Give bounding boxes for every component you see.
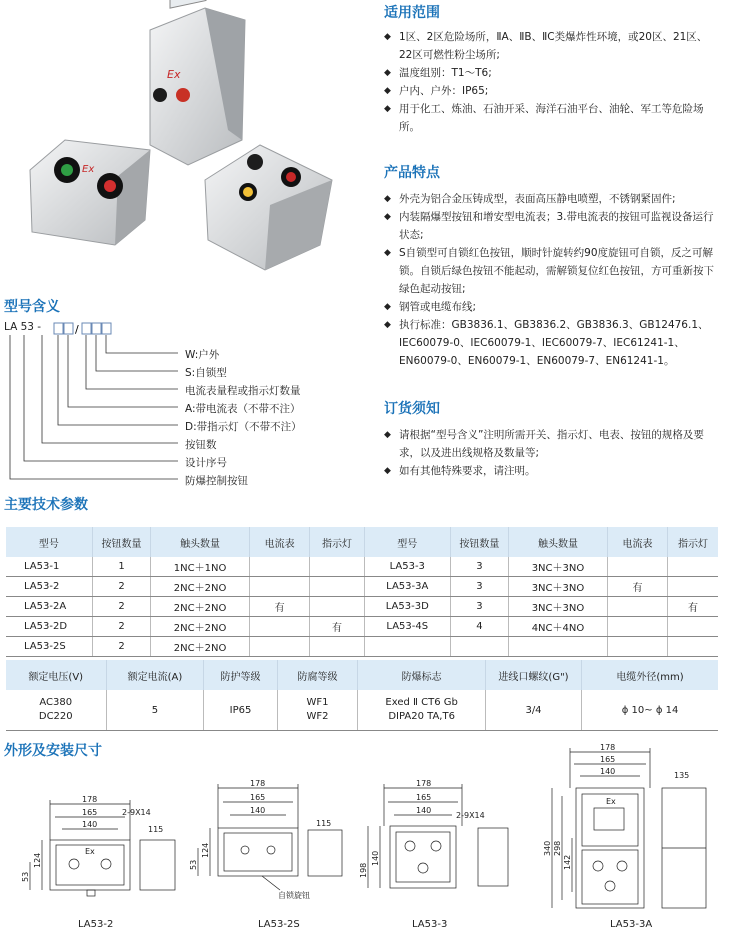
table-cell: 1NC＋1NO <box>151 557 250 577</box>
col-header: 进线口螺纹(G") <box>485 660 581 690</box>
table-cell: 有 <box>668 597 718 617</box>
drawing-caption: LA53-2 <box>78 919 114 930</box>
ex-mark: Ex <box>167 68 181 81</box>
dim-width-140: 140 <box>250 806 266 815</box>
ex-mark: Ex <box>82 164 95 175</box>
model-labels <box>185 346 302 490</box>
table-cell: 2NC＋2NO <box>151 617 250 637</box>
features-list <box>384 190 714 370</box>
table-cell: 3 <box>450 597 508 617</box>
table-cell <box>249 617 309 637</box>
table-cell: 2NC＋2NO <box>151 577 250 597</box>
table-cell <box>607 617 667 637</box>
col-header: 触头数量 <box>509 527 608 557</box>
table-cell <box>249 577 309 597</box>
dim-width-178: 178 <box>82 795 98 804</box>
dim-width-140: 140 <box>600 767 616 776</box>
table-cell: 3NC＋3NO <box>509 597 608 617</box>
table-cell: 3 <box>450 557 508 577</box>
list-item: ◆ 温度组别：T1～T6; <box>384 64 714 82</box>
dim-side: 115 <box>148 825 164 834</box>
col-header: 型号 <box>6 527 92 557</box>
table-cell: LA53-3 <box>364 557 450 577</box>
dim-height: 124 <box>201 842 210 858</box>
table-cell <box>249 637 309 657</box>
table-cell: LA53-1 <box>6 557 92 577</box>
list-item: ◆ 户内、户外：IP65; <box>384 82 714 100</box>
table-cell <box>509 637 608 657</box>
col-header: 防护等级 <box>204 660 277 690</box>
table-cell: 2NC＋2NO <box>151 637 250 657</box>
drawing-la53-2s <box>190 778 370 908</box>
table-cell <box>310 637 365 657</box>
table-cell <box>364 637 450 657</box>
table-cell: 2 <box>92 577 150 597</box>
model-label-type: 防爆控制按钮 <box>185 475 248 487</box>
features-title: 产品特点 <box>384 165 440 181</box>
dim-width-165: 165 <box>82 808 98 817</box>
ordering-title: 订货须知 <box>384 401 440 417</box>
table-cell: LA53-2A <box>6 597 92 617</box>
col-header: 额定电流(A) <box>106 660 204 690</box>
table-cell <box>607 597 667 617</box>
table-cell <box>668 577 718 597</box>
dim-width-178: 178 <box>416 779 432 788</box>
col-header: 按钮数量 <box>450 527 508 557</box>
corrosion-wf2: WF2 <box>306 711 329 722</box>
table-cell: 2 <box>92 637 150 657</box>
model-label-range: 电流表量程或指示灯数量 <box>185 385 301 397</box>
table-cell: 3NC＋3NO <box>509 557 608 577</box>
dim-width-178: 178 <box>600 743 616 752</box>
dimensions-title: 外形及安装尺寸 <box>4 743 102 759</box>
list-item: ◆ S自锁型可自锁红色按钮，顺时针旋转约90度旋钮可自锁，反之可解锁。自锁后绿色按钮不能起动，需解锁复位红色按钮，方可重新按下绿色起动按钮; <box>384 244 714 298</box>
dim-width-140: 140 <box>416 806 432 815</box>
model-meaning-title: 型号含义 <box>4 299 60 315</box>
drawing-la53-3a <box>530 744 725 914</box>
table-cell: ϕ 10~ ϕ 14 <box>582 690 718 731</box>
ex-mark: Ex <box>606 797 616 806</box>
exmark-dust: DIPA20 TA,T6 <box>388 711 455 722</box>
table-cell: 有 <box>607 577 667 597</box>
dim-width-165: 165 <box>416 793 432 802</box>
col-header: 电流表 <box>607 527 667 557</box>
table-cell: LA53-4S <box>364 617 450 637</box>
table-cell <box>249 557 309 577</box>
col-header: 按钮数量 <box>92 527 150 557</box>
la53-3a-box-illustration <box>150 0 245 165</box>
dim-side: 115 <box>316 819 332 828</box>
model-label-selflock: S:自锁型 <box>185 367 227 379</box>
table-cell <box>310 577 365 597</box>
tech-params-table <box>6 527 718 657</box>
model-label-ammeter: A:带电流表（不带不注） <box>185 403 301 415</box>
list-item: ◆ 请根据“型号含义”注明所需开关、指示灯、电表、按钮的规格及要求，以及进出线规格及数量等; <box>384 426 714 462</box>
table-cell: 3/4 <box>485 690 581 731</box>
table-cell: 1 <box>92 557 150 577</box>
dim-height-3: 142 <box>563 854 572 870</box>
table-cell <box>668 617 718 637</box>
la53-2-box-illustration <box>30 140 150 245</box>
model-label-indicator: D:带指示灯（不带不注） <box>185 421 302 433</box>
dim-height: 124 <box>33 852 42 868</box>
la53-3-box-illustration <box>205 145 332 270</box>
col-header: 额定电压(V) <box>6 660 106 690</box>
table-cell <box>310 597 365 617</box>
table-cell: LA53-2 <box>6 577 92 597</box>
list-item: ◆ 内装隔爆型按钮和增安型电流表；3.带电流表的按钮可监视设备运行状态; <box>384 208 714 244</box>
table-cell: 4NC＋4NO <box>509 617 608 637</box>
table-cell: LA53-2D <box>6 617 92 637</box>
corrosion-wf1: WF1 <box>306 697 329 708</box>
dim-side: 135 <box>674 771 690 780</box>
ratings-table <box>6 660 718 731</box>
table-cell <box>607 557 667 577</box>
table-cell: LA53-3D <box>364 597 450 617</box>
table-row <box>6 690 718 731</box>
table-header-row <box>6 527 718 557</box>
table-cell <box>668 637 718 657</box>
table-cell <box>358 690 486 731</box>
dim-height-2: 53 <box>21 871 30 882</box>
col-header: 电流表 <box>249 527 309 557</box>
application-list <box>384 28 714 136</box>
list-item: ◆ 外壳为铝合金压铸成型，表面高压静电喷塑，不锈钢紧固件; <box>384 190 714 208</box>
dim-hole: 2-9X14 <box>456 811 485 820</box>
table-cell <box>450 637 508 657</box>
dim-height-2: 53 <box>189 859 198 870</box>
drawing-la53-2 <box>10 790 190 910</box>
dim-height: 198 <box>359 862 368 878</box>
table-cell <box>6 690 106 731</box>
ex-mark: Ex <box>85 847 95 856</box>
voltage-dc: DC220 <box>38 711 73 722</box>
application-title: 适用范围 <box>384 5 440 21</box>
dim-height-2: 298 <box>553 840 562 856</box>
list-item: ◆ 1区、2区危险场所，ⅡA、ⅡB、ⅡC类爆炸性环境，或20区、21区、22区可燃性粉尘场所; <box>384 28 714 64</box>
table-header-row <box>6 660 718 690</box>
dim-width-165: 165 <box>600 755 616 764</box>
col-header: 防爆标志 <box>358 660 486 690</box>
list-item: ◆ 钢管或电缆布线; <box>384 298 714 316</box>
table-cell: 有 <box>310 617 365 637</box>
table-row <box>6 637 718 657</box>
table-cell: LA53-3A <box>364 577 450 597</box>
drawing-caption: LA53-3 <box>412 919 448 930</box>
table-cell: 2 <box>92 617 150 637</box>
list-item: ◆ 如有其他特殊要求，请注明。 <box>384 462 714 480</box>
table-cell: 3NC＋3NO <box>509 577 608 597</box>
table-cell: 2 <box>92 597 150 617</box>
product-photo <box>20 0 345 285</box>
model-label-buttons: 按钮数 <box>185 439 217 451</box>
model-code-slash: / <box>75 323 79 336</box>
model-label-outdoor: W:户外 <box>185 349 220 361</box>
model-code-prefix: LA 53 - <box>4 321 42 333</box>
dim-hole: 2-9X14 <box>122 808 151 817</box>
selflock-knob-note: 自锁旋钮 <box>278 891 310 900</box>
list-item: ◆ 执行标准：GB3836.1、GB3836.2、GB3836.3、GB12476.1、IEC60079-0、IEC60079-1、IEC60079-7、IEC61241-1、EN60079-0、EN60079-1、EN60079-7、EN61241-1。 <box>384 316 714 370</box>
table-cell: 3 <box>450 577 508 597</box>
table-cell <box>607 637 667 657</box>
col-header: 型号 <box>364 527 450 557</box>
col-header: 指示灯 <box>310 527 365 557</box>
dim-height: 340 <box>543 840 552 856</box>
col-header: 电缆外径(mm) <box>582 660 718 690</box>
table-cell: IP65 <box>204 690 277 731</box>
list-item: ◆ 用于化工、炼油、石油开采、海洋石油平台、油轮、军工等危险场所。 <box>384 100 714 136</box>
drawing-caption: LA53-2S <box>258 919 300 930</box>
tech-params-title: 主要技术参数 <box>4 497 88 513</box>
dim-width-140: 140 <box>82 820 98 829</box>
table-cell: LA53-2S <box>6 637 92 657</box>
table-row <box>6 597 718 617</box>
table-cell: 5 <box>106 690 204 731</box>
dim-width-178: 178 <box>250 779 266 788</box>
drawing-la53-3 <box>350 778 530 908</box>
ordering-list <box>384 426 714 480</box>
table-row <box>6 617 718 637</box>
col-header: 触头数量 <box>151 527 250 557</box>
exmark-gas: Exed Ⅱ CT6 Gb <box>385 697 458 708</box>
table-row <box>6 577 718 597</box>
dim-width-165: 165 <box>250 793 266 802</box>
table-cell <box>668 557 718 577</box>
table-cell: 2NC＋2NO <box>151 597 250 617</box>
dim-height-2: 140 <box>371 850 380 866</box>
voltage-ac: AC380 <box>39 697 73 708</box>
table-cell <box>310 557 365 577</box>
col-header: 防腐等级 <box>277 660 358 690</box>
table-row <box>6 557 718 577</box>
table-cell: 有 <box>249 597 309 617</box>
model-label-design: 设计序号 <box>185 457 227 469</box>
drawing-caption: LA53-3A <box>610 919 653 930</box>
table-cell <box>277 690 358 731</box>
col-header: 指示灯 <box>668 527 718 557</box>
table-cell: 4 <box>450 617 508 637</box>
